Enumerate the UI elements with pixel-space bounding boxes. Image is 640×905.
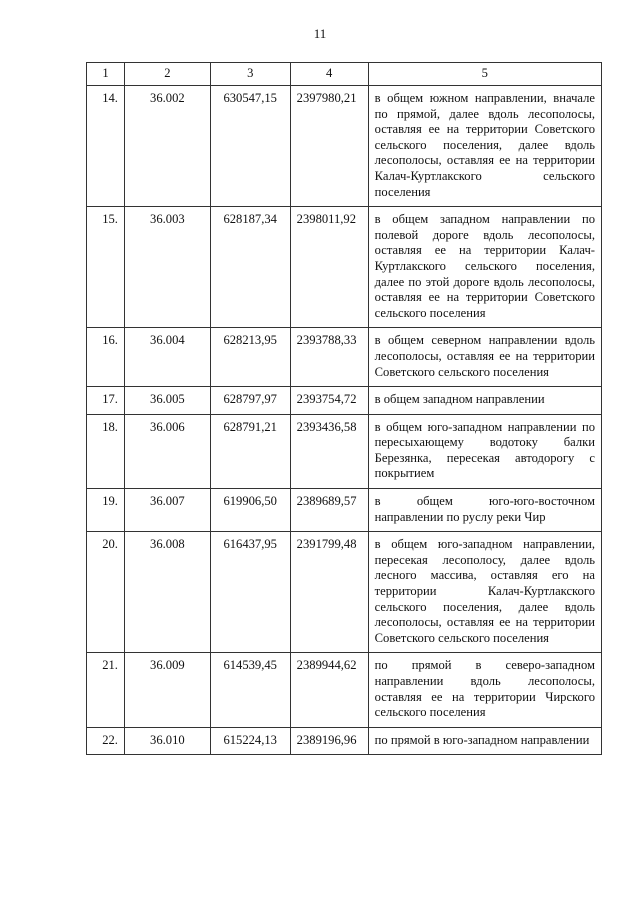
coordinate-y: 2393788,33: [290, 328, 368, 387]
page-number: 11: [313, 26, 327, 41]
boundary-description: в общем западном направлении по полевой дороге вдоль лесополосы, оставляя ее на территории Калач-Куртлакского сельского поселения, далее по этой дороге вдоль лесополосы, оставляя ее на территории Советского сельского поселения: [368, 207, 601, 328]
point-code: 36.003: [124, 207, 210, 328]
boundary-description: в общем южном направлении, вначале по прямой, далее вдоль лесополосы, оставляя ее на территории Советского сельского поселения, далее вдоль лесополосы, оставляя ее на территории Калач-Куртлакского сельского поселения: [368, 86, 601, 207]
row-number: 20.: [87, 532, 125, 653]
row-number: 14.: [87, 86, 125, 207]
column-header-5: 5: [368, 63, 601, 86]
boundary-description: в общем юго-западном направлении по пересыхающему водотоку балки Березянка, пересекая автодорогу с покрытием: [368, 414, 601, 488]
coordinate-y: 2389944,62: [290, 653, 368, 727]
table-row: [87, 727, 602, 755]
boundary-description: в общем северном направлении вдоль лесополосы, оставляя ее на территории Советского сельского поселения: [368, 328, 601, 387]
table-row: [87, 414, 602, 488]
table-row: [87, 86, 602, 207]
point-code: 36.007: [124, 489, 210, 532]
coordinate-x: 628213,95: [210, 328, 290, 387]
coordinate-x: 628791,21: [210, 414, 290, 488]
coordinate-y: 2391799,48: [290, 532, 368, 653]
table-header-row: [87, 63, 602, 86]
row-number: 21.: [87, 653, 125, 727]
coordinate-y: 2389196,96: [290, 727, 368, 755]
coordinate-y: 2393436,58: [290, 414, 368, 488]
boundary-table: [86, 62, 602, 755]
boundary-description: по прямой в северо-западном направлении вдоль лесополосы, оставляя ее на территории Чирского сельского поселения: [368, 653, 601, 727]
column-header-2: 2: [124, 63, 210, 86]
table-row: [87, 207, 602, 328]
coordinate-y: 2393754,72: [290, 387, 368, 415]
row-number: 19.: [87, 489, 125, 532]
boundary-description: по прямой в юго-западном направлении: [368, 727, 601, 755]
point-code: 36.008: [124, 532, 210, 653]
row-number: 15.: [87, 207, 125, 328]
coordinate-x: 616437,95: [210, 532, 290, 653]
point-code: 36.002: [124, 86, 210, 207]
boundary-description: в общем западном направлении: [368, 387, 601, 415]
row-number: 22.: [87, 727, 125, 755]
row-number: 16.: [87, 328, 125, 387]
coordinate-x: 628797,97: [210, 387, 290, 415]
coordinate-x: 615224,13: [210, 727, 290, 755]
column-header-1: 1: [87, 63, 125, 86]
point-code: 36.010: [124, 727, 210, 755]
boundary-description: в общем юго-юго-восточном направлении по руслу реки Чир: [368, 489, 601, 532]
table-row: [87, 489, 602, 532]
table-row: [87, 532, 602, 653]
column-header-3: 3: [210, 63, 290, 86]
point-code: 36.004: [124, 328, 210, 387]
table-row: [87, 387, 602, 415]
coordinate-x: 619906,50: [210, 489, 290, 532]
column-header-4: 4: [290, 63, 368, 86]
table-row: [87, 328, 602, 387]
coordinate-x: 630547,15: [210, 86, 290, 207]
coordinate-y: 2398011,92: [290, 207, 368, 328]
point-code: 36.005: [124, 387, 210, 415]
coordinate-y: 2397980,21: [290, 86, 368, 207]
row-number: 17.: [87, 387, 125, 415]
point-code: 36.006: [124, 414, 210, 488]
table-row: [87, 653, 602, 727]
coordinate-x: 614539,45: [210, 653, 290, 727]
coordinate-y: 2389689,57: [290, 489, 368, 532]
coordinate-x: 628187,34: [210, 207, 290, 328]
point-code: 36.009: [124, 653, 210, 727]
row-number: 18.: [87, 414, 125, 488]
boundary-description: в общем юго-западном направлении, пересекая лесополосу, далее вдоль лесного массива, оставляя его на территории Калач-Куртлакского сельского поселения, далее вдоль лесополосы, оставляя ее на территории Советского сельского поселения: [368, 532, 601, 653]
